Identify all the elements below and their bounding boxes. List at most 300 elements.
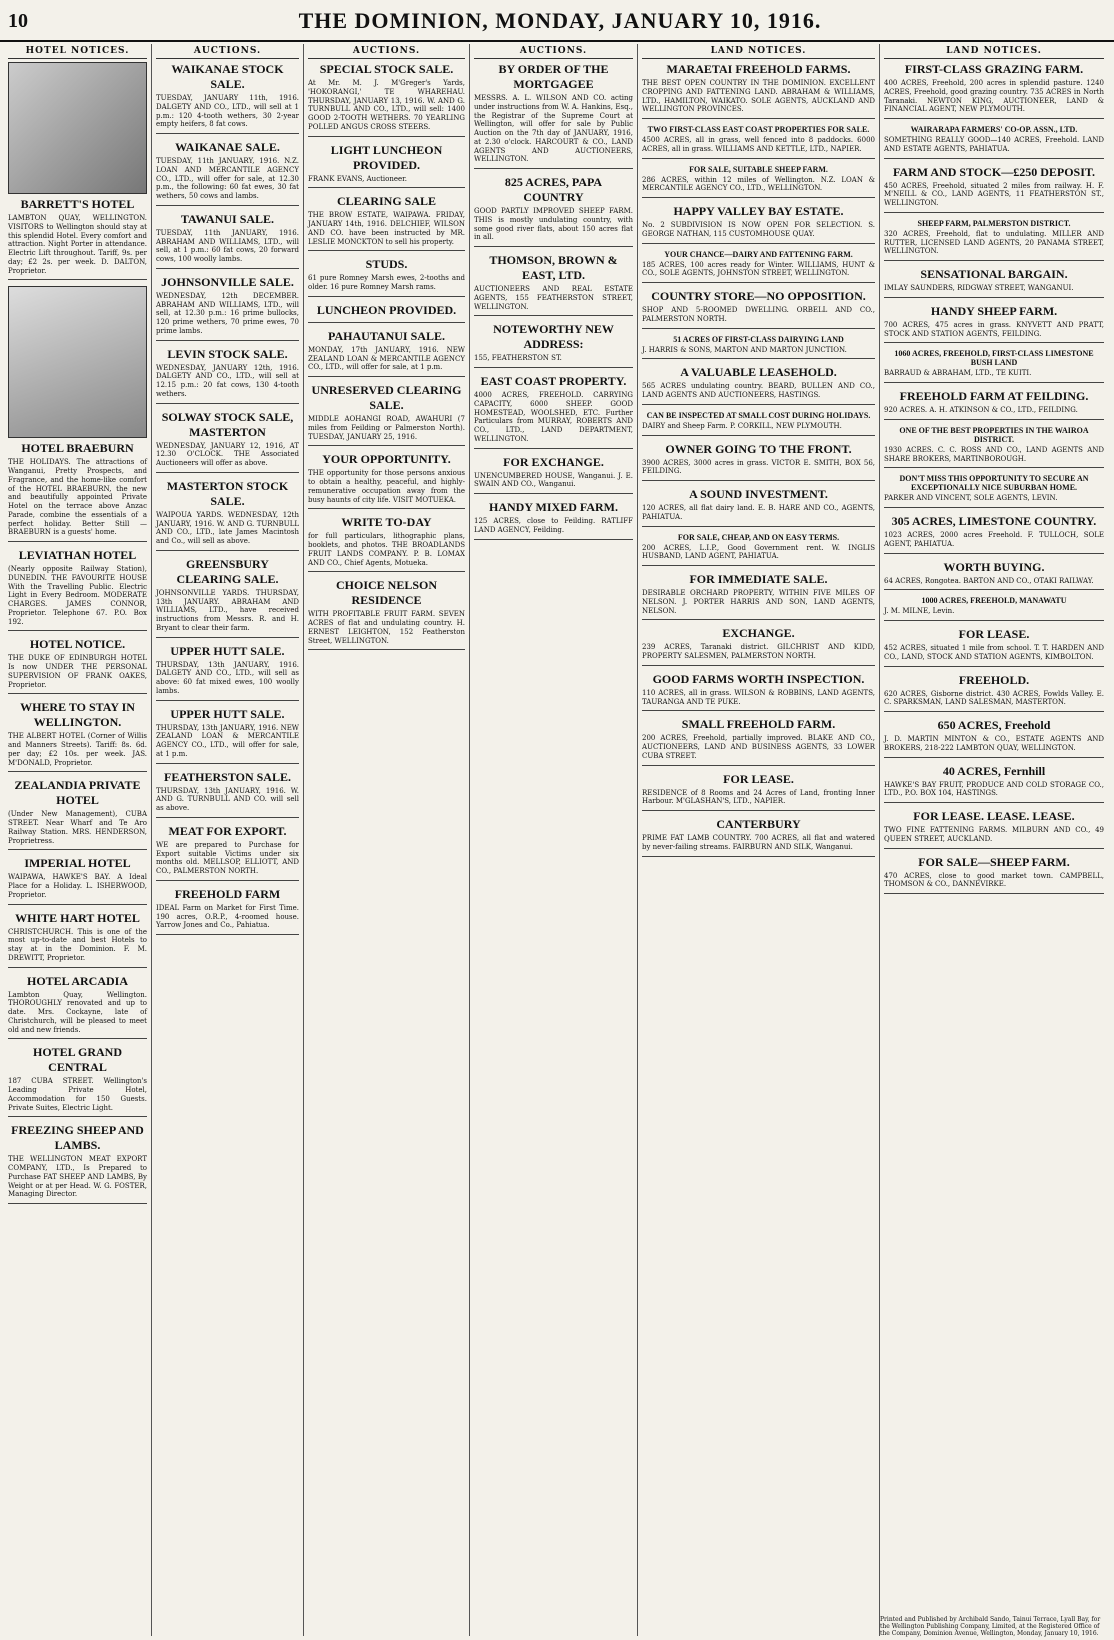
notice-body: 61 pure Romney Marsh ewes, 2-tooths and older. 16 pure Romney Marsh rams. <box>308 274 465 291</box>
notice-body: 200 ACRES, L.I.P., Good Government rent. W. INGLIS HUSBAND, LAND AGENT, PAHIATUA. <box>642 543 875 561</box>
divider <box>156 205 299 206</box>
notice-block <box>474 500 633 540</box>
notice-title: FREEZING SHEEP AND LAMBS. <box>11 1123 144 1153</box>
notice-title: SHEEP FARM, PALMERSTON DISTRICT. <box>917 218 1071 228</box>
notice-block <box>156 479 299 551</box>
column-heading: AUCTIONS. <box>156 44 299 59</box>
divider <box>884 118 1104 119</box>
notice-block <box>642 365 875 405</box>
notice-block <box>8 637 147 694</box>
notice-body: 450 ACRES, Freehold, situated 2 miles from railway. H. F. M'NEILL & CO., LAND AGENTS, 11 FEATHERSTON ST., WELLINGTON. <box>884 181 1104 207</box>
notice-body: TUESDAY, 11th JANUARY, 1916. N.Z. LOAN AND MERCANTILE AGENCY CO., LTD., will offer for sale, at 12.30 p.m., the following: 60 fat ewes, 30 fat wethers, 50 cows and lambs. <box>156 157 299 200</box>
notice-block <box>156 410 299 473</box>
notice-title: FOR EXCHANGE. <box>503 454 604 469</box>
notice-title: WHERE TO STAY IN WELLINGTON. <box>20 700 135 730</box>
notice-title: FOR LEASE. <box>958 627 1030 641</box>
notice-body: LAMBTON QUAY, WELLINGTON. VISITORS to Wellington should stay at this splendid Hotel. Every comfort and attraction. Night Porter in attendance. Electric Lift throughout. Tariff, 9s. per day; £2 2s. per week. D. DALTON, Proprietor. <box>8 214 147 275</box>
notice-block <box>308 452 465 509</box>
notice-block <box>308 194 465 251</box>
notice-body: BARRAUD & ABRAHAM, LTD., TE KUITI. <box>884 369 1032 378</box>
notice-title: FEATHERSTON SALE. <box>164 769 291 784</box>
notice-title: FOR LEASE. <box>723 771 794 786</box>
notice-block <box>642 672 875 712</box>
notice-body: MONDAY, 17th JANUARY, 1916. NEW ZEALAND LOAN & MERCANTILE AGENCY CO., LTD., will offer for sale, at 1 p.m. <box>308 345 465 372</box>
notice-body: (Under New Management), CUBA STREET. Near Wharf and Te Aro Railway Station. MRS. HENDERSON, Proprietress. <box>8 810 147 845</box>
divider <box>156 472 299 473</box>
divider <box>884 893 1104 894</box>
notice-block <box>308 143 465 189</box>
page-title: THE DOMINION, MONDAY, JANUARY 10, 1916. <box>298 8 822 33</box>
notice-body: IMLAY SAUNDERS, RIDGWAY STREET, WANGANUI. <box>884 284 1074 292</box>
notice-block <box>308 329 465 377</box>
notice-body: THE HOLIDAYS. The attractions of Wanganui, Pretty Prospects, and Fragrance, and the home-like comfort of the HOTEL BRAEBURN, the new and beautifully appointed Private Hotel on the terrace above Anzac Parade, combine the essentials of a perfect holiday. Better Still — BRAEBURN is a guests' home. <box>8 458 147 537</box>
notice-title: A SOUND INVESTMENT. <box>689 487 828 501</box>
notice-body: 1930 ACRES. C. C. ROSS AND CO., LAND AGENTS AND SHARE BROKERS, MARTINBOROUGH. <box>884 445 1104 463</box>
notice-body: (Nearly opposite Railway Station), DUNEDIN. THE FAVOURITE HOUSE With the Travelling Public. Electric Light in Every Bedroom. MODERATE CHARGES. JAMES CONNOR, Proprietor. Telephone 67. P.O. Box 192. <box>8 565 147 626</box>
notice-body: SHOP AND 5-ROOMED DWELLING. ORBELL AND CO., PALMERSTON NORTH. <box>642 306 875 323</box>
divider <box>156 763 299 764</box>
notice-title: WORTH BUYING. <box>943 559 1045 574</box>
notice-title: HOTEL GRAND CENTRAL <box>32 1045 122 1075</box>
column-4 <box>470 44 638 1636</box>
notice-body: DESIRABLE ORCHARD PROPERTY, WITHIN FIVE MILES OF NELSON. J. PORTER HARRIS AND SON, LAND AGENTS, NELSON. <box>642 589 875 615</box>
divider <box>474 168 633 169</box>
notice-block <box>156 824 299 881</box>
notice-title: FIRST-CLASS GRAZING FARM. <box>904 62 1084 76</box>
notice-block <box>308 383 465 446</box>
notice-title: STUDS. <box>365 257 408 272</box>
notice-title: FOR SALE, SUITABLE SHEEP FARM. <box>689 164 828 174</box>
notice-block <box>884 764 1104 804</box>
notice-title: BARRETT'S HOTEL <box>20 197 135 211</box>
notice-body: FRANK EVANS, Auctioneer. <box>308 174 407 183</box>
notice-title: TWO FIRST-CLASS EAST COAST PROPERTIES FOR SALE. <box>647 125 870 134</box>
notice-block <box>642 717 875 765</box>
notice-block <box>156 644 299 701</box>
notice-block <box>884 125 1104 159</box>
notice-block <box>884 304 1104 344</box>
divider <box>308 322 465 323</box>
notice-body: THURSDAY, 13th JANUARY, 1916. DALGETY AND CO., LTD., will sell as above: 60 fat mixed ewes, 100 woolly lambs. <box>156 660 299 695</box>
notice-title: IMPERIAL HOTEL <box>24 856 131 871</box>
notice-body: 920 ACRES. A. H. ATKINSON & CO., LTD., FEILDING. <box>884 406 1078 414</box>
notice-block <box>642 125 875 159</box>
notice-title: COUNTRY STORE—NO OPPOSITION. <box>651 289 866 303</box>
notice-body: 110 ACRES, all in grass. WILSON & ROBBINS, LAND AGENTS, TAURANGA AND TE PUKE. <box>642 688 875 706</box>
divider <box>884 212 1104 213</box>
notice-block <box>642 572 875 620</box>
notice-title: NOTEWORTHY NEW ADDRESS: <box>493 322 614 352</box>
notice-body: THE opportunity for those persons anxious to obtain a healthy, peaceful, and highly-remunerative occupation away from the busy haunts of city life. VISIT MOTUEKA. <box>308 469 465 504</box>
notice-body: 155, FEATHERSTON ST. <box>474 354 562 363</box>
notice-block <box>884 855 1104 895</box>
divider <box>474 448 633 449</box>
notice-body: J. HARRIS & SONS, MARTON AND MARTON JUNCTION. <box>642 345 847 354</box>
notice-block <box>156 707 299 764</box>
notice-block <box>642 250 875 284</box>
notice-body: 125 ACRES, close to Feilding. RATLIFF LAND AGENCY, Feilding. <box>474 517 633 534</box>
column-2 <box>152 44 304 1636</box>
notice-title: FOR SALE, CHEAP, AND ON EASY TERMS. <box>677 532 840 542</box>
notice-block <box>884 596 1104 621</box>
notice-block <box>642 533 875 567</box>
divider <box>308 571 465 572</box>
notice-block <box>8 778 147 850</box>
divider <box>8 849 147 850</box>
divider <box>156 700 299 701</box>
notice-block <box>8 856 147 904</box>
divider <box>308 250 465 251</box>
notice-block <box>884 809 1104 849</box>
notice-body: PRIME FAT LAMB COUNTRY. 700 ACRES, all flat and watered by never-failing streams. FAIRBURN AND SILK, Wanganui. <box>642 834 875 851</box>
notice-body: THE BEST OPEN COUNTRY IN THE DOMINION. EXCELLENT CROPPING AND FATTENING LAND. ABRAHAM & WILLIAMS, LTD., HAMILTON, WAIKATO. SOLE AGENTS, AUCKLAND AND WELLINGTON PROVINCES. <box>642 79 875 114</box>
hotel-braeburn-illustration <box>8 286 147 438</box>
divider <box>884 382 1104 383</box>
divider <box>8 967 147 968</box>
notice-body: 452 ACRES, situated 1 mile from school. T. T. HARDEN AND CO., LAND, STOCK AND STATION AGENTS, KIMBOLTON. <box>884 644 1104 661</box>
notice-title: HANDY SHEEP FARM. <box>930 303 1058 318</box>
column-heading: AUCTIONS. <box>308 44 465 59</box>
notice-block <box>474 374 633 449</box>
divider <box>884 620 1104 621</box>
notice-body: GOOD PARTLY IMPROVED SHEEP FARM. THIS is mostly undulating country, with some good river flats, about 150 acres flat in all. <box>474 207 633 242</box>
notice-body: THE WELLINGTON MEAT EXPORT COMPANY, LTD., Is Prepared to Purchase FAT SHEEP AND LAMBS, By Weight or at per Head. W. G. FOSTER, Managing Director. <box>8 1155 147 1199</box>
notice-block <box>156 347 299 404</box>
divider <box>642 480 875 481</box>
divider <box>8 693 147 694</box>
notice-body: MESSRS. A. L. WILSON AND CO. acting under instructions from W. A. Hankins, Esq., the Registrar of the Supreme Court at Wellington, will offer for sale by Public Auction on the 7th day of JANUARY, 1916, at 2.30 o'clock. HARCOURT & CO., LAND AGENTS AND AUCTIONEERS, WELLINGTON. <box>474 94 633 164</box>
divider <box>642 565 875 566</box>
divider <box>642 810 875 811</box>
notice-title: LUNCHEON PROVIDED. <box>316 302 457 317</box>
notice-block <box>8 700 147 772</box>
divider <box>308 508 465 509</box>
divider <box>156 133 299 134</box>
notice-block <box>642 289 875 329</box>
footer-imprint: Printed and Published by Archibald Sando, Tainui Terrace, Lyall Bay, for the Wellington Publishing Company, Limited, at the Registered Office of the Company, Dominion Avenue, Wellington, Monday, January 10, 1916. <box>880 1616 1101 1638</box>
notice-body: 470 ACRES, close to good market town. CAMPBELL, THOMSON & CO., DANNEVIRKE. <box>884 871 1104 889</box>
column-5 <box>638 44 880 1636</box>
notice-title: SMALL FREEHOLD FARM. <box>681 717 836 732</box>
divider <box>642 619 875 620</box>
divider <box>8 904 147 905</box>
notice-body: WE are prepared to Purchase for Export suitable Victims under six months old. MELLSOP, ELLIOTT, AND CO., PALMERSTON NORTH. <box>156 840 299 875</box>
notice-title: FREEHOLD FARM <box>174 886 281 901</box>
notice-title: LEVIATHAN HOTEL <box>18 548 137 562</box>
notice-body: No. 2 SUBDIVISION IS NOW OPEN FOR SELECTION. S. GEORGE NATHAN, 115 CUSTOMHOUSE QUAY. <box>642 221 875 238</box>
notice-title: SPECIAL STOCK SALE. <box>319 62 454 76</box>
notice-title: MEAT FOR EXPORT. <box>168 823 287 838</box>
notice-body: At Mr. M. J. M'Greger's Yards, 'HOKORANGI,' TE WHAREHAU. THURSDAY, JANUARY 13, 1916. W. AND G. TURNBULL AND CO., LTD., will sell: 1400 GOOD 2-TOOTH WETHERS. 70 YEARLING POLLED ANGUS CROSS STEERS. <box>308 79 465 131</box>
divider <box>308 136 465 137</box>
notice-title: 825 ACRES, PAPA COUNTRY <box>504 175 603 204</box>
notice-title: ONE OF THE BEST PROPERTIES IN THE WAIROA DISTRICT. <box>899 425 1089 444</box>
divider <box>884 711 1104 712</box>
notice-body: RESIDENCE of 8 Rooms and 24 Acres of Land, fronting Inner Harbour. M'GLASHAN'S, LTD., NAPIER. <box>642 788 875 806</box>
divider <box>884 589 1104 590</box>
divider <box>308 649 465 650</box>
divider <box>642 856 875 857</box>
divider <box>8 1203 147 1204</box>
notice-title: HOTEL ARCADIA <box>26 973 129 988</box>
notice-block <box>156 887 299 935</box>
notice-block <box>308 515 465 572</box>
notice-block <box>8 911 147 968</box>
notice-block <box>884 474 1104 508</box>
notice-body: 320 ACRES, Freehold, flat to undulating. MILLER AND RUTTER, LICENSED LAND AGENTS, 20 PANAMA STREET, WELLINGTON. <box>884 229 1104 256</box>
notice-block <box>642 62 875 119</box>
notice-title: HOTEL NOTICE. <box>29 637 126 652</box>
divider <box>884 342 1104 343</box>
notice-body: 239 ACRES, Taranaki district. GILCHRIST AND KIDD, PROPERTY SALESMEN, PALMERSTON NORTH. <box>642 643 875 660</box>
notice-body: MIDDLE AOHANGI ROAD, AWAHURI (7 miles from Feilding or Palmerston North). TUESDAY, JANUARY 25, 1916. <box>308 415 465 441</box>
notice-block <box>884 627 1104 667</box>
notice-title: FREEHOLD. <box>958 672 1030 687</box>
notice-title: HAPPY VALLEY BAY ESTATE. <box>673 204 844 218</box>
notice-title: LIGHT LUNCHEON PROVIDED. <box>330 142 443 172</box>
column-heading: LAND NOTICES. <box>642 44 875 59</box>
notice-title: YOUR CHANCE—DAIRY AND FATTENING FARM. <box>664 249 853 259</box>
notice-body: THE DUKE OF EDINBURGH HOTEL Is now UNDER THE PERSONAL SUPERVISION OF FRANK OAKES, Proprietor. <box>8 654 147 689</box>
notice-title: WHITE HART HOTEL <box>15 910 140 925</box>
divider <box>884 297 1104 298</box>
notice-body: WAIPAWA, HAWKE'S BAY. A Ideal Place for a Holiday. L. ISHERWOOD, Proprietor. <box>8 873 147 899</box>
notice-title: BY ORDER OF THE MORTGAGEE <box>498 62 609 91</box>
divider <box>642 765 875 766</box>
divider <box>642 526 875 527</box>
notice-block <box>8 1045 147 1117</box>
notice-body: DAIRY and Sheep Farm. P. CORKILL, NEW PLYMOUTH. <box>642 421 842 430</box>
notice-title: MASTERTON STOCK SALE. <box>166 478 289 508</box>
notice-block <box>474 322 633 368</box>
notice-block <box>642 442 875 482</box>
notice-title: CLEARING SALE <box>336 194 437 209</box>
notice-block <box>156 140 299 206</box>
notice-block <box>474 62 633 169</box>
notice-title: WAIRARAPA FARMERS' CO-OP. ASSN., LTD. <box>910 125 1078 134</box>
divider <box>642 118 875 119</box>
notice-title: A VALUABLE LEASEHOLD. <box>680 365 837 380</box>
notice-body: 200 ACRES, Freehold, partially improved. BLAKE AND CO., AUCTIONEERS, LAND AND BUSINESS AGENTS, 33 LOWER CUBA STREET. <box>642 734 875 760</box>
divider <box>8 541 147 542</box>
notice-block <box>308 257 465 297</box>
notice-title: SOLWAY STOCK SALE, MASTERTON <box>161 409 294 439</box>
notice-block <box>642 626 875 666</box>
notice-body: J. D. MARTIN MINTON & CO., ESTATE AGENTS AND BROKERS, 218-222 LAMBTON QUAY, WELLINGTON. <box>884 735 1104 752</box>
notice-title: 650 ACRES, Freehold <box>937 718 1051 732</box>
notice-title: UNRESERVED CLEARING SALE. <box>311 383 462 412</box>
notice-block <box>308 578 465 650</box>
notice-body: THE BROW ESTATE, WAIPAWA. FRIDAY, JANUARY 14th, 1916. DELCHIEF, WILSON AND CO. have been instructed by MR. LESLIE MONCKTON to sell his property. <box>308 211 465 246</box>
divider <box>642 665 875 666</box>
notice-body: 565 ACRES undulating country. BEARD, BULLEN AND CO., LAND AGENTS AND AUCTIONEERS, HASTINGS. <box>642 382 875 399</box>
notice-title: GOOD FARMS WORTH INSPECTION. <box>652 671 865 686</box>
notice-title: SENSATIONAL BARGAIN. <box>920 267 1068 281</box>
divider <box>156 817 299 818</box>
notice-title: THOMSON, BROWN & EAST, LTD. <box>489 253 618 282</box>
divider <box>156 637 299 638</box>
notice-block <box>642 817 875 857</box>
notice-block <box>884 514 1104 554</box>
notice-block <box>884 389 1104 420</box>
notice-block <box>156 212 299 269</box>
notice-body: WITH PROFITABLE FRUIT FARM. SEVEN ACRES of flat and undulating country. H. ERNEST LEIGHTON, 152 Featherston Street, WELLINGTON. <box>308 610 465 645</box>
notice-block <box>8 1123 147 1204</box>
notice-title: FREEHOLD FARM AT FEILDING. <box>899 389 1089 403</box>
notice-title: MARAETAI FREEHOLD FARMS. <box>666 62 851 76</box>
notice-body: TUESDAY, JANUARY 11th, 1916. DALGETY AND CO., LTD., will sell at 1 p.m.: 120 4-tooth wethers, 30 2-year empty heifers, 8 fat cows. <box>156 94 299 129</box>
divider <box>884 419 1104 420</box>
notice-title: DON'T MISS THIS OPPORTUNITY TO SECURE AN EXCEPTIONALLY NICE SUBURBAN HOME. <box>899 474 1089 493</box>
notice-body: WEDNESDAY, 12th DECEMBER. ABRAHAM AND WILLIAMS, LTD., will sell, at 12.30 p.m.: 16 prime bullocks, 120 prime wethers, 70 prime ewes, 70 prime lambs. <box>156 291 299 335</box>
columns-container <box>4 44 1110 1636</box>
notice-block <box>308 62 465 137</box>
divider <box>884 507 1104 508</box>
notice-block <box>642 487 875 527</box>
notice-body: TWO FINE FATTENING FARMS. MILBURN AND CO., 49 QUEEN STREET, AUCKLAND. <box>884 826 1104 843</box>
column-heading: HOTEL NOTICES. <box>8 44 147 59</box>
divider <box>474 367 633 368</box>
column-heading: LAND NOTICES. <box>884 44 1104 59</box>
notice-block <box>8 286 147 542</box>
notice-title: OWNER GOING TO THE FRONT. <box>665 441 852 456</box>
hotel-illustration <box>8 62 147 194</box>
notice-body: THE ALBERT HOTEL (Corner of Willis and Manners Streets). Tariff: 8s. 6d. per day; £2 10s. per week. JAS. M'DONALD, Proprietor. <box>8 732 147 767</box>
notice-block <box>642 204 875 244</box>
notice-block <box>884 62 1104 119</box>
notice-title: 1060 ACRES, FREEHOLD, FIRST-CLASS LIMESTONE BUSH LAND <box>894 349 1094 368</box>
notice-body: 64 ACRES, Rongotea. BARTON AND CO., OTAKI RAILWAY. <box>884 576 1094 585</box>
notice-body: CHRISTCHURCH. This is one of the most up-to-date and best Hotels to stay at in the Dominion. F. M. DREWITT, Proprietor. <box>8 927 147 962</box>
divider <box>642 328 875 329</box>
divider <box>8 279 147 280</box>
divider <box>642 282 875 283</box>
notice-title: 1000 ACRES, FREEHOLD, MANAWATU <box>921 596 1067 606</box>
notice-title: CHOICE NELSON RESIDENCE <box>335 578 438 608</box>
notice-title: WAIKANAE STOCK SALE. <box>171 62 284 91</box>
divider <box>308 187 465 188</box>
divider <box>308 376 465 377</box>
notice-block <box>884 267 1104 298</box>
divider <box>156 880 299 881</box>
divider <box>642 435 875 436</box>
notice-body: for full particulars, lithographic plans, booklets, and photos. THE BROADLANDS FRUIT LANDS COMPANY. P. B. LOMAX AND CO., Chief Agents, Motueka. <box>308 532 465 567</box>
notice-title: WAIKANAE SALE. <box>175 140 280 154</box>
notice-title: FOR LEASE. LEASE. LEASE. <box>913 809 1075 823</box>
notice-body: 286 ACRES, within 12 miles of Wellington. N.Z. LOAN & MERCANTILE AGENCY CO., LTD., WELLINGTON. <box>642 175 875 193</box>
column-3 <box>304 44 470 1636</box>
notice-block <box>884 673 1104 713</box>
notice-body: 4500 ACRES, all in grass, well fenced into 8 paddocks. 6000 ACRES, all in grass. WILLIAMS AND KETTLE, LTD., NAPIER. <box>642 136 875 153</box>
notice-block <box>8 62 147 280</box>
notice-block <box>884 219 1104 261</box>
divider <box>8 1038 147 1039</box>
notice-title: 40 ACRES, Fernhill <box>942 763 1046 778</box>
divider <box>156 934 299 935</box>
masthead <box>0 0 1114 42</box>
notice-title: UPPER HUTT SALE. <box>170 643 285 658</box>
notice-block <box>642 411 875 436</box>
notice-body: WEDNESDAY, JANUARY 12th, 1916. DALGETY AND CO., LTD., will sell at 12.15 p.m.: 20 fat cows, 130 4-tooth wethers. <box>156 363 299 398</box>
column-1 <box>4 44 152 1636</box>
notice-block <box>156 275 299 341</box>
notice-title: FARM AND STOCK—£250 DEPOSIT. <box>892 164 1096 179</box>
notice-body: 3900 ACRES, 3000 acres in grass. VICTOR E. SMITH, BOX 56, FEILDING. <box>642 458 875 476</box>
divider <box>884 553 1104 554</box>
notice-body: J. M. MILNE, Levin. <box>884 607 955 616</box>
notice-block <box>8 974 147 1040</box>
notice-body: WEDNESDAY, JANUARY 12, 1916, AT 12.30 O'CLOCK. THE Associated Auctioneers will offer as above. <box>156 441 299 467</box>
notice-block <box>308 303 465 323</box>
notice-body: 1023 ACRES, 2000 acres Freehold. F. TULLOCH, SOLE AGENT, PAHIATUA. <box>884 531 1104 548</box>
divider <box>8 771 147 772</box>
notice-block <box>642 772 875 812</box>
notice-title: PAHAUTANUI SALE. <box>328 328 445 343</box>
notice-body: IDEAL Farm on Market for First Time. 190 acres, O.R.P., 4-roomed house. Yarrow Jones and Co., Pahiatua. <box>156 903 299 930</box>
page-number: 10 <box>8 10 28 32</box>
notice-title: CANTERBURY <box>716 817 801 831</box>
divider <box>642 158 875 159</box>
notice-body: THURSDAY, 13th JANUARY, 1916. NEW ZEALAND LOAN & MERCANTILE AGENCY CO., LTD., will offer for sale, at 1 p.m. <box>156 723 299 758</box>
divider <box>884 467 1104 468</box>
notice-title: UPPER HUTT SALE. <box>170 706 285 721</box>
notice-title: YOUR OPPORTUNITY. <box>322 452 451 467</box>
notice-body: UNENCUMBERED HOUSE, Wanganui. J. E. SWAIN AND CO., Wanganui. <box>474 471 633 489</box>
notice-body: 620 ACRES, Gisborne district. 430 ACRES, Fowlds Valley. E. C. SPARKSMAN, LAND SALESMAN, MASTERTON. <box>884 689 1104 707</box>
notice-title: FOR SALE—SHEEP FARM. <box>918 854 1070 869</box>
divider <box>474 493 633 494</box>
divider <box>884 158 1104 159</box>
notice-body: TUESDAY, 11th JANUARY, 1916. ABRAHAM AND WILLIAMS, LTD., will sell, at 1 p.m.: 60 fat cows, 20 forward cows, 100 woolly lambs. <box>156 228 299 263</box>
divider <box>474 315 633 316</box>
notice-block <box>156 557 299 638</box>
notice-body: SOMETHING REALLY GOOD—140 ACRES, Freehold. LAND AND ESTATE AGENTS, PAHIATUA. <box>884 136 1104 153</box>
notice-block <box>884 165 1104 213</box>
divider <box>8 1116 147 1117</box>
notice-title: JOHNSONVILLE SALE. <box>161 274 294 289</box>
divider <box>642 404 875 405</box>
notice-title: LEVIN STOCK SALE. <box>167 346 288 361</box>
notice-title: 51 ACRES OF FIRST-CLASS DAIRYING LAND <box>673 334 844 344</box>
notice-block <box>8 548 147 631</box>
notice-block <box>884 560 1104 591</box>
notice-body: 4000 ACRES, FREEHOLD. CARRYING CAPACITY, 6000 SHEEP. GOOD HOMESTEAD, WOOLSHED, ETC. Further Particulars from MURRAY, ROBERTS AND CO., LTD., LAND DEPARTMENT, WELLINGTON. <box>474 391 633 443</box>
notice-body: 400 ACRES, Freehold, 200 acres in splendid pasture. 1240 ACRES, Freehold, good grazing country. 735 ACRES in North Taranaki. NEWTON KING, AUCTIONEER, LAND & FINANCIAL AGENT, NEW PLYMOUTH. <box>884 79 1104 114</box>
divider <box>156 403 299 404</box>
notice-body: HAWKE'S BAY FRUIT, PRODUCE AND COLD STORAGE CO., LTD., P.O. BOX 104, HASTINGS. <box>884 780 1104 798</box>
notice-block <box>884 718 1104 758</box>
notice-block <box>642 335 875 360</box>
divider <box>474 539 633 540</box>
notice-title: TAWANUI SALE. <box>180 211 275 226</box>
divider <box>156 550 299 551</box>
divider <box>884 666 1104 667</box>
notice-title: EAST COAST PROPERTY. <box>480 374 627 388</box>
divider <box>642 710 875 711</box>
notice-body: WAIPOUA YARDS. WEDNESDAY, 12th JANUARY, 1916. W. AND G. TURNBULL AND CO., LTD., late James Macintosh and Co., will sell as above. <box>156 510 299 545</box>
divider <box>884 260 1104 261</box>
notice-block <box>474 253 633 316</box>
notice-body: 120 ACRES, all flat dairy land. E. B. HARE AND CO., AGENTS, PAHIATUA. <box>642 504 875 521</box>
notice-block <box>474 455 633 495</box>
notice-title: HOTEL BRAEBURN <box>21 441 134 456</box>
divider <box>884 848 1104 849</box>
notice-block <box>156 62 299 134</box>
notice-title: 305 ACRES, LIMESTONE COUNTRY. <box>891 514 1097 528</box>
divider <box>642 243 875 244</box>
notice-title: EXCHANGE. <box>722 626 795 641</box>
notice-body: 187 CUBA STREET. Wellington's Leading Private Hotel, Accommodation for 150 Guests. Private Suites, Electric Light. <box>8 1077 147 1112</box>
